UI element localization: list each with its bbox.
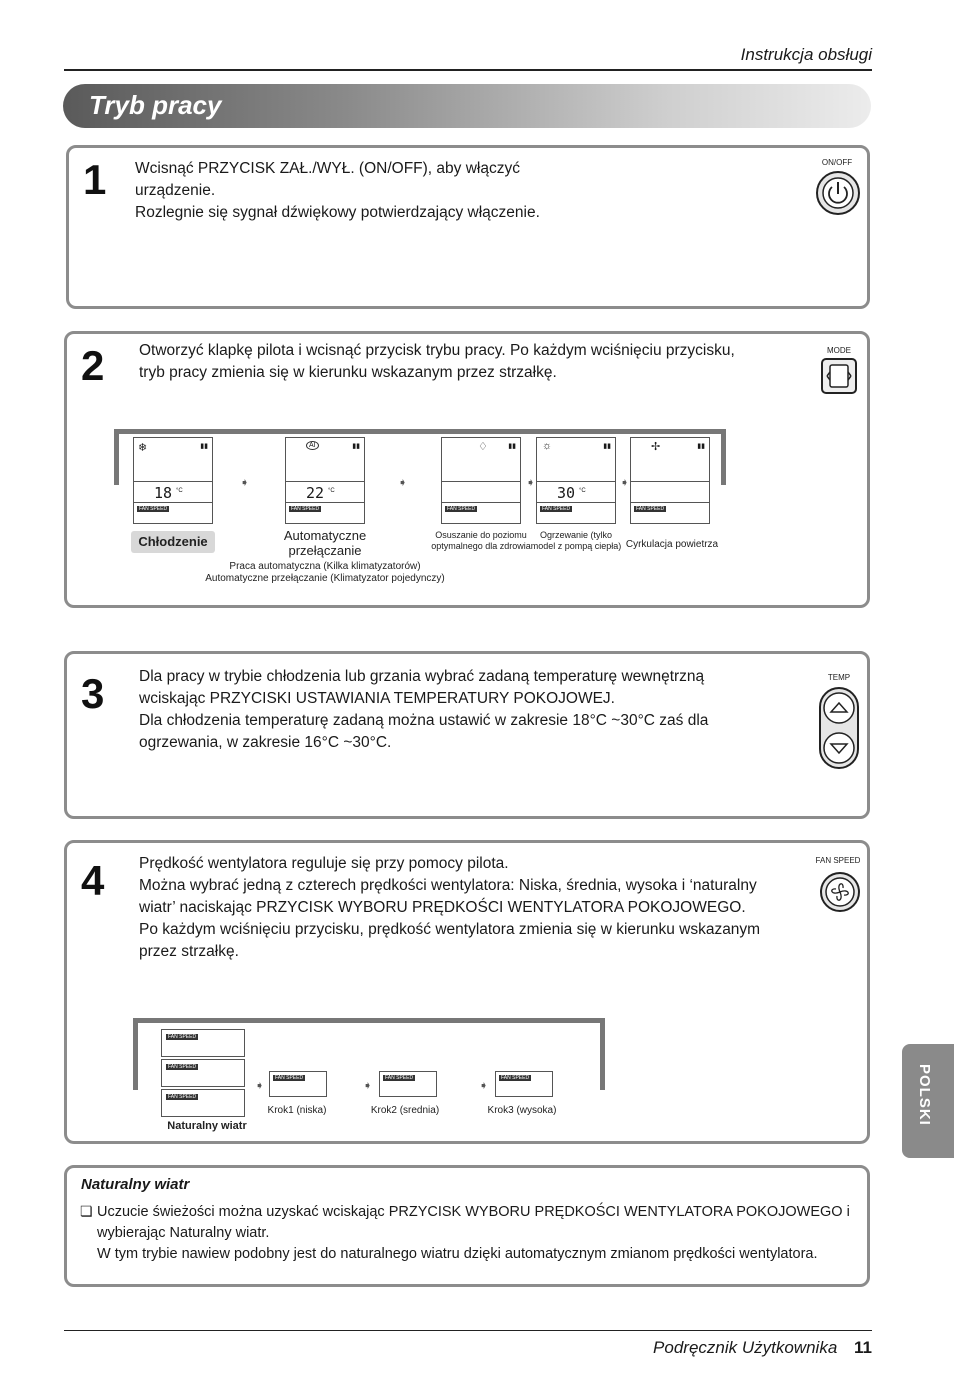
battery-icon: ▮▮	[603, 443, 611, 450]
footer	[653, 1338, 872, 1358]
step-1-text	[135, 158, 655, 224]
lcd-natural-2	[161, 1059, 245, 1087]
note-line: Automatyczne przełączanie (Klimatyzator pojedynczy)	[205, 573, 445, 584]
note-box	[64, 1165, 870, 1287]
text-line: tryb pracy zmienia się w kierunku wskazanym przez strzałkę.	[139, 364, 557, 381]
step-1-caption: Krok1 (niska)	[267, 1105, 327, 1116]
text-line: urządzenie.	[135, 182, 216, 199]
auto-icon: AI	[306, 441, 319, 450]
step-number: 2	[81, 342, 105, 389]
sun-icon: ☼	[542, 440, 553, 452]
fan-icon: ✢	[651, 441, 661, 453]
arrow-icon: ➧	[363, 1080, 373, 1092]
page-number: 11	[854, 1338, 872, 1357]
caption-line: przełączanie	[288, 543, 362, 558]
mode-label: MODE	[827, 346, 851, 355]
lcd-temp: 22	[306, 484, 325, 502]
text-line: Uczucie świeżości można uzyskać wciskając PRZYCISK WYBORU PRĘDKOŚCI WENTYLATORA POKOJOWEGO i	[97, 1204, 850, 1220]
text-line: Po każdym wciśnięciu przycisku, prędkość wentylatora zmienia się w kierunku wskazanym	[139, 921, 761, 938]
footer-title: Podręcznik Użytkownika	[653, 1338, 838, 1357]
note-title: Naturalny wiatr	[81, 1176, 190, 1193]
fan-speed-button-icon[interactable]	[819, 871, 861, 913]
text-line: ogrzewania, w zakresie 16°C ~30°C.	[139, 734, 392, 751]
fan-speed-tag: FAN SPEED	[168, 1034, 197, 1040]
caption-line: Ogrzewanie (tylko	[539, 530, 613, 540]
power-button-icon[interactable]	[815, 170, 861, 216]
fan-speed-tag: FAN SPEED	[291, 506, 320, 512]
section-title: Tryb pracy	[89, 90, 222, 120]
lcd-auto	[285, 437, 365, 524]
caption-line: Automatyczne	[283, 528, 367, 543]
footer-rule	[64, 1330, 872, 1331]
battery-icon: ▮▮	[352, 443, 360, 450]
cooling-caption: Chłodzenie	[138, 534, 208, 549]
natural-wind-caption: Naturalny wiatr	[167, 1120, 247, 1132]
lcd-heat	[536, 437, 616, 524]
step-2-box	[64, 331, 870, 608]
text-line: Rozlegnie się sygnał dźwiękowy potwierdzający włączenie.	[135, 204, 540, 221]
lcd-temp: 18	[154, 484, 173, 502]
arrow-icon: ➧	[240, 477, 250, 489]
fan-speed-tag: FAN SPEED	[275, 1075, 304, 1081]
header-title: Instrukcja obsługi	[740, 45, 872, 64]
lcd-step-3	[495, 1071, 553, 1097]
snowflake-icon: ❄	[138, 442, 148, 454]
battery-icon: ▮▮	[697, 443, 705, 450]
step-4-box	[64, 840, 870, 1144]
lcd-temp: 30	[557, 484, 576, 502]
text-line: wiatr’ naciskając PRZYCISK WYBORU PRĘDKOŚCI WENTYLATORA POKOJOWEGO.	[139, 899, 746, 916]
fan-speed-tag: FAN SPEED	[139, 506, 168, 512]
fan-speed-tag: FAN SPEED	[385, 1075, 414, 1081]
auto-notes	[185, 561, 465, 585]
lcd-unit: °C	[328, 488, 335, 494]
fan-caption: Cyrkulacja powietrza	[625, 539, 719, 550]
step-number: 4	[81, 857, 105, 904]
arrow-icon: ➧	[620, 477, 630, 489]
text-line: Wcisnąć PRZYCISK ZAŁ./WYŁ. (ON/OFF), aby włączyć	[135, 160, 520, 177]
text-line: Dla chłodzenia temperaturę zadaną można ustawić w zakresie 18°C ~30°C zaś dla	[139, 712, 709, 729]
step-3-text	[139, 666, 799, 754]
text-line: wybierając Naturalny wiatr.	[97, 1225, 270, 1241]
arrow-icon: ➧	[398, 477, 408, 489]
lcd-unit: °C	[579, 488, 586, 494]
lcd-cooling	[133, 437, 213, 524]
auto-caption	[265, 528, 385, 558]
battery-icon: ▮▮	[508, 443, 516, 450]
fan-speed-tag: FAN SPEED	[542, 506, 571, 512]
temp-buttons	[819, 687, 859, 769]
step-4-text	[139, 853, 829, 963]
checkbox-bullet-icon: ❏	[80, 1203, 93, 1219]
caption-line: model z pompą ciepła)	[530, 541, 622, 551]
text-line: Można wybrać jedną z czterech prędkości wentylatora: Niska, średnia, wysoka i ‘naturalny	[139, 877, 757, 894]
arrow-icon: ➧	[479, 1080, 489, 1092]
note-line: Praca automatyczna (Kilka klimatyzatorów)	[229, 561, 421, 572]
note-text	[97, 1202, 857, 1265]
text-line: W tym trybie nawiew podobny jest do naturalnego wiatru dzięki automatycznym zmianom prędkości wentylatora.	[97, 1246, 818, 1262]
text-line: Dla pracy w trybie chłodzenia lub grzania wybrać zadaną temperaturę wewnętrzną	[139, 668, 705, 685]
text-line: Otworzyć klapkę pilota i wcisnąć przycisk trybu pracy. Po każdym wciśnięciu przycisku,	[139, 342, 735, 359]
fan-speed-tag: FAN SPEED	[501, 1075, 530, 1081]
language-tab	[902, 1044, 954, 1158]
fan-speed-tag: FAN SPEED	[636, 506, 665, 512]
heat-caption	[526, 530, 626, 552]
caption-line: Osuszanie do poziomu	[435, 530, 527, 540]
onoff-label: ON/OFF	[821, 158, 853, 167]
lcd-natural-3	[161, 1089, 245, 1117]
text-line: wciskając PRZYCISKI USTAWIANIA TEMPERATURY POKOJOWEJ.	[139, 690, 615, 707]
step-2-text	[139, 340, 789, 384]
text-line: Prędkość wentylatora reguluje się przy pomocy pilota.	[139, 855, 509, 872]
fan-speed-label: FAN SPEED	[815, 856, 861, 865]
dry-caption	[429, 530, 533, 552]
step-3-box	[64, 651, 870, 819]
language-tab-label: POLSKI	[916, 1064, 933, 1126]
droplet-icon: ♢	[478, 441, 488, 453]
text-line: przez strzałkę.	[139, 943, 239, 960]
lcd-dry	[441, 437, 521, 524]
section-banner	[63, 84, 871, 128]
step-3-caption: Krok3 (wysoka)	[487, 1105, 557, 1116]
step-number: 1	[83, 156, 107, 203]
lcd-step-2	[379, 1071, 437, 1097]
step-number: 3	[81, 670, 105, 717]
arrow-icon: ➧	[526, 477, 536, 489]
caption-line: optymalnego dla zdrowia	[431, 541, 531, 551]
arrow-icon: ➧	[255, 1080, 265, 1092]
temp-label: TEMP	[827, 673, 851, 682]
battery-icon: ▮▮	[200, 443, 208, 450]
lcd-step-1	[269, 1071, 327, 1097]
lcd-fan	[630, 437, 710, 524]
header-rule	[64, 69, 872, 71]
mode-button-icon[interactable]	[821, 358, 857, 394]
lcd-unit: °C	[176, 488, 183, 494]
fan-speed-tag: FAN SPEED	[168, 1094, 197, 1100]
lcd-natural-1	[161, 1029, 245, 1057]
step-2-caption: Krok2 (srednia)	[370, 1105, 440, 1116]
fan-speed-tag: FAN SPEED	[447, 506, 476, 512]
step-1-box	[66, 145, 870, 309]
fan-speed-tag: FAN SPEED	[168, 1064, 197, 1070]
